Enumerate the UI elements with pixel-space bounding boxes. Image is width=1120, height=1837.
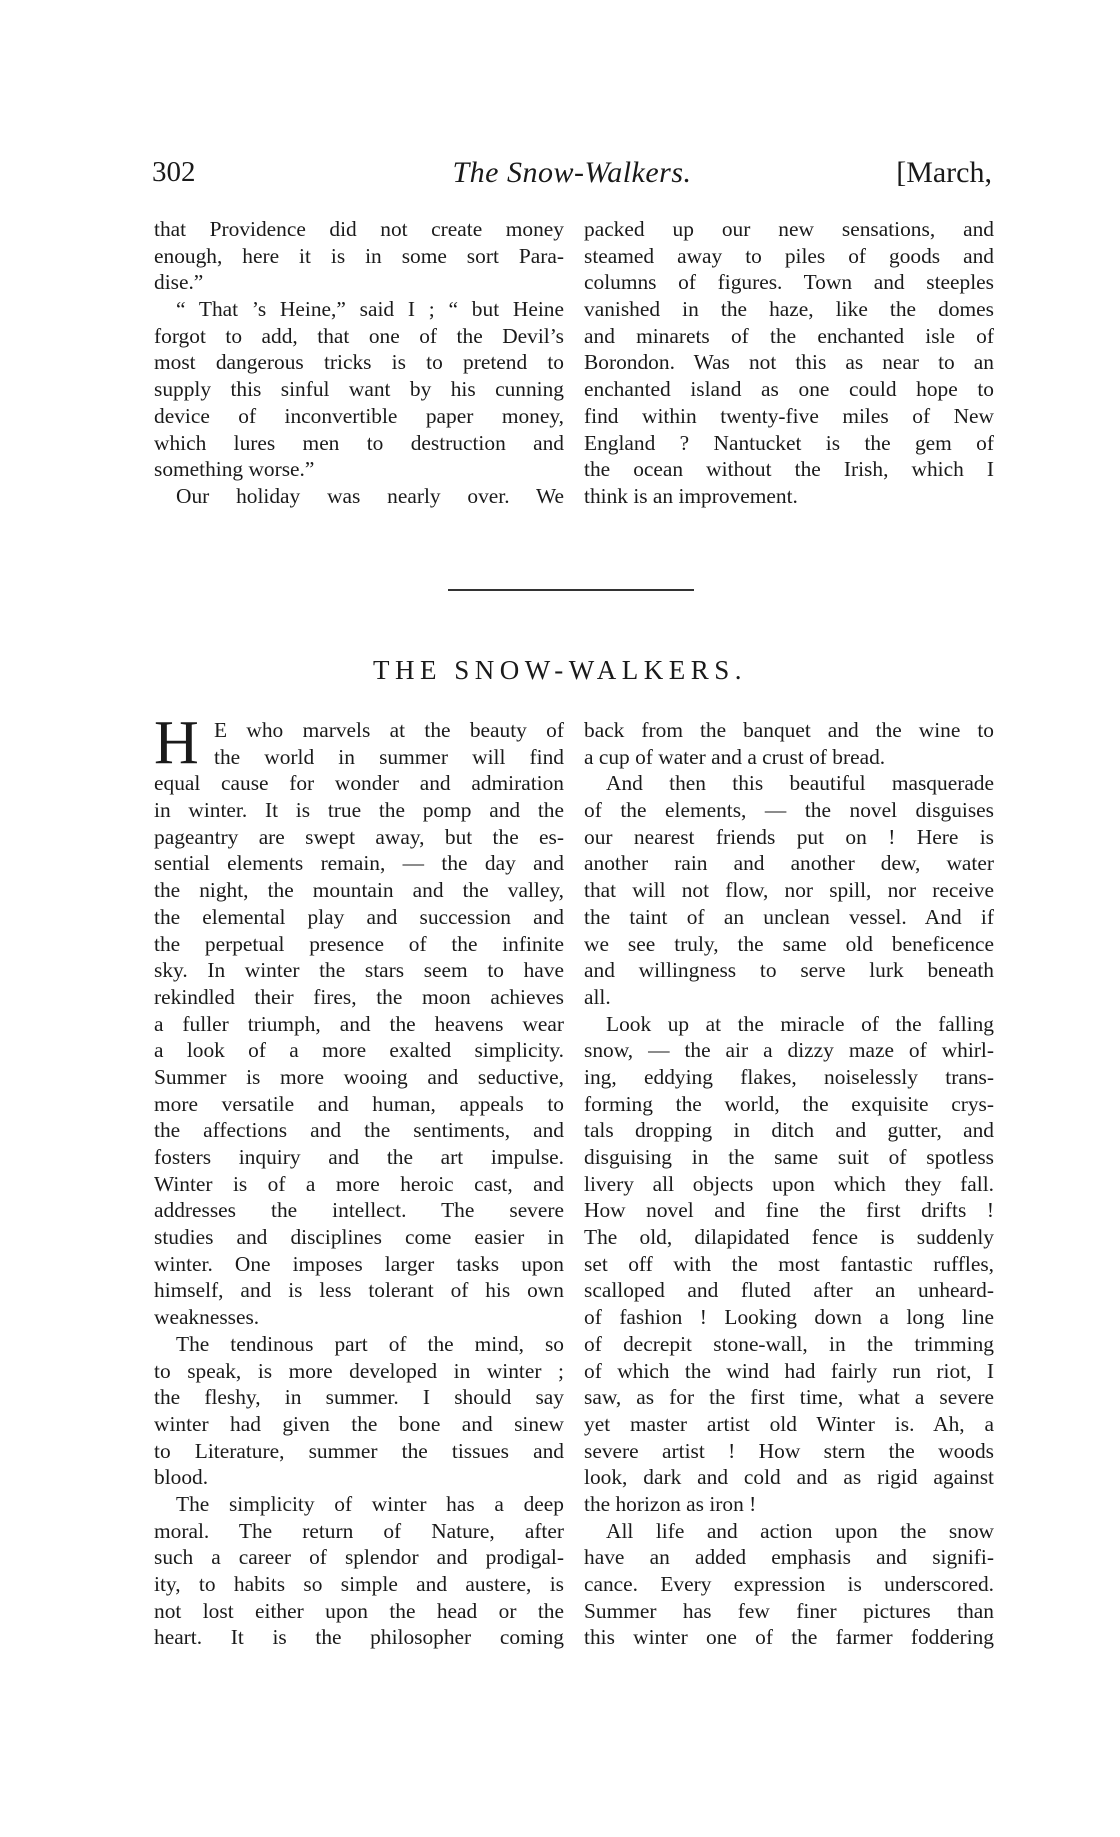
- text-line: the perpetual presence of the infinite: [154, 931, 564, 956]
- text-line: equal cause for wonder and admiration: [154, 771, 564, 796]
- text-line: dise.”: [154, 270, 204, 295]
- text-line: winter. One imposes larger tasks upon: [154, 1251, 564, 1276]
- text-line: that will not flow, nor spill, nor receive: [584, 878, 994, 903]
- text-line: ity, to habits so simple and austere, is: [154, 1572, 564, 1596]
- text-line: forming the world, the exquisite crys-: [584, 1091, 994, 1116]
- text-line: Summer is more wooing and seductive,: [154, 1064, 564, 1089]
- text-line: this winter one of the farmer foddering: [584, 1625, 994, 1650]
- running-head: [152, 156, 992, 196]
- text-line: find within twenty-five miles of New: [584, 403, 994, 428]
- text-line: back from the banquet and the wine to: [584, 718, 994, 742]
- text-line: The old, dilapidated fence is suddenly: [584, 1225, 994, 1250]
- text-line: in winter. It is true the pomp and the: [154, 798, 564, 823]
- text-line: steamed away to piles of goods and: [584, 243, 994, 268]
- article-title: THE SNOW-WALKERS.: [373, 655, 747, 685]
- text-line: tals dropping in ditch and gutter, and: [584, 1118, 994, 1143]
- text-line: All life and action upon the snow: [606, 1518, 994, 1543]
- text-line: of which the wind had fairly run riot, I: [584, 1358, 994, 1383]
- text-line: a fuller triumph, and the heavens wear: [154, 1011, 564, 1036]
- text-line: most dangerous tricks is to pretend to: [154, 350, 564, 375]
- text-line: Borondon. Was not this as near to an: [584, 350, 994, 375]
- text-line: columns of figures. Town and steeples: [584, 270, 994, 295]
- text-line: such a career of splendor and prodigal-: [154, 1545, 564, 1570]
- text-line: moral. The return of Nature, after: [154, 1518, 564, 1543]
- text-line: packed up our new sensations, and: [584, 217, 994, 241]
- text-line: winter had given the bone and sinew: [154, 1411, 564, 1436]
- text-line: think is an improvement.: [584, 483, 798, 508]
- page-number: 302: [152, 156, 196, 188]
- text-line: sky. In winter the stars seem to have: [154, 958, 564, 983]
- text-line: we see truly, the same old beneficence: [584, 931, 994, 956]
- text-line: weaknesses.: [154, 1305, 260, 1330]
- text-line: the affections and the sentiments, and: [154, 1118, 564, 1143]
- article-right-column: [584, 717, 994, 1651]
- text-line: and minarets of the enchanted isle of: [584, 323, 994, 348]
- text-line: to Literature, summer the tissues and: [154, 1438, 564, 1463]
- text-line: the ocean without the Irish, which I: [584, 457, 994, 482]
- text-line: disguising in the same suit of spotless: [584, 1145, 994, 1169]
- text-line: The simplicity of winter has a deep: [176, 1491, 564, 1516]
- text-line: which lures men to destruction and: [154, 430, 564, 455]
- previous-article-left-column: [154, 216, 564, 510]
- text-line: Winter is of a more heroic cast, and: [154, 1171, 564, 1196]
- text-line: the world in summer will find: [214, 744, 564, 769]
- text-line: the fleshy, in summer. I should say: [154, 1385, 564, 1410]
- text-line: more versatile and human, appeals to: [154, 1091, 564, 1116]
- text-line: snow, — the air a dizzy maze of whirl-: [584, 1038, 994, 1063]
- text-line: of the elements, — the novel disguises: [584, 798, 994, 823]
- text-line: our nearest friends put on ! Here is: [584, 824, 994, 849]
- text-line: heart. It is the philosopher coming: [154, 1625, 564, 1650]
- text-line: How novel and fine the first drifts !: [584, 1198, 994, 1223]
- text-line: of decrepit stone-wall, in the trimming: [584, 1331, 994, 1356]
- text-line: scalloped and fluted after an unheard-: [584, 1278, 994, 1303]
- text-line: “ That ’s Heine,” said I ; “ but Heine: [176, 297, 564, 322]
- text-line: blood.: [154, 1465, 209, 1490]
- text-line: studies and disciplines come easier in: [154, 1225, 564, 1250]
- text-line: rekindled their fires, the moon achieves: [154, 984, 564, 1009]
- text-line: the night, the mountain and the valley,: [154, 878, 564, 903]
- text-line: England ? Nantucket is the gem of: [584, 430, 994, 455]
- text-line: a look of a more exalted simplicity.: [154, 1038, 564, 1063]
- text-line: enchanted island as one could hope to: [584, 377, 994, 402]
- text-line: addresses the intellect. The severe: [154, 1198, 564, 1223]
- text-line: set off with the most fantastic ruffles,: [584, 1251, 994, 1276]
- text-line: to speak, is more developed in winter ;: [154, 1358, 564, 1383]
- text-line: sential elements remain, — the day and: [154, 851, 564, 876]
- section-divider: [448, 589, 694, 591]
- text-line: forgot to add, that one of the Devil’s: [154, 323, 564, 348]
- text-line: And then this beautiful masquerade: [606, 771, 994, 796]
- text-line: look, dark and cold and as rigid against: [584, 1465, 994, 1490]
- text-line: Our holiday was nearly over. We: [176, 483, 564, 508]
- text-line: Summer has few finer pictures than: [584, 1598, 994, 1623]
- text-line: have an added emphasis and signifi-: [584, 1545, 994, 1570]
- text-line: supply this sinful want by his cunning: [154, 377, 564, 402]
- text-line: ing, eddying flakes, noiselessly trans-: [584, 1064, 994, 1089]
- text-line: E who marvels at the beauty of: [214, 718, 564, 742]
- text-line: pageantry are swept away, but the es-: [154, 824, 564, 849]
- text-line: all.: [584, 984, 611, 1009]
- text-line: that Providence did not create money: [154, 217, 564, 241]
- text-line: fosters inquiry and the art impulse.: [154, 1145, 564, 1169]
- text-line: The tendinous part of the mind, so: [176, 1331, 564, 1356]
- drop-cap: H: [154, 709, 199, 777]
- text-line: saw, as for the first time, what a severe: [584, 1385, 994, 1410]
- text-line: a cup of water and a crust of bread.: [584, 744, 886, 769]
- text-line: another rain and another dew, water: [584, 851, 994, 876]
- text-line: something worse.”: [154, 457, 315, 482]
- text-line: and willingness to serve lurk beneath: [584, 958, 994, 983]
- text-line: vanished in the haze, like the domes: [584, 297, 994, 322]
- text-line: device of inconvertible paper money,: [154, 403, 564, 428]
- text-line: severe artist ! How stern the woods: [584, 1438, 994, 1463]
- previous-article-right-column: [584, 216, 994, 510]
- text-line: yet master artist old Winter is. Ah, a: [584, 1411, 994, 1436]
- text-line: not lost either upon the head or the: [154, 1598, 564, 1623]
- text-line: the elemental play and succession and: [154, 904, 564, 929]
- text-line: Look up at the miracle of the falling: [606, 1011, 994, 1036]
- text-line: the taint of an unclean vessel. And if: [584, 904, 994, 929]
- text-line: himself, and is less tolerant of his own: [154, 1278, 564, 1303]
- text-line: livery all objects upon which they fall.: [584, 1171, 994, 1196]
- article-left-column: [154, 709, 564, 1651]
- text-line: the horizon as iron !: [584, 1491, 757, 1516]
- text-line: enough, here it is in some sort Para-: [154, 243, 564, 268]
- text-line: of fashion ! Looking down a long line: [584, 1305, 994, 1330]
- text-line: cance. Every expression is underscored.: [584, 1572, 994, 1596]
- running-title: The Snow-Walkers.: [452, 156, 692, 189]
- running-date: [March,: [896, 156, 992, 189]
